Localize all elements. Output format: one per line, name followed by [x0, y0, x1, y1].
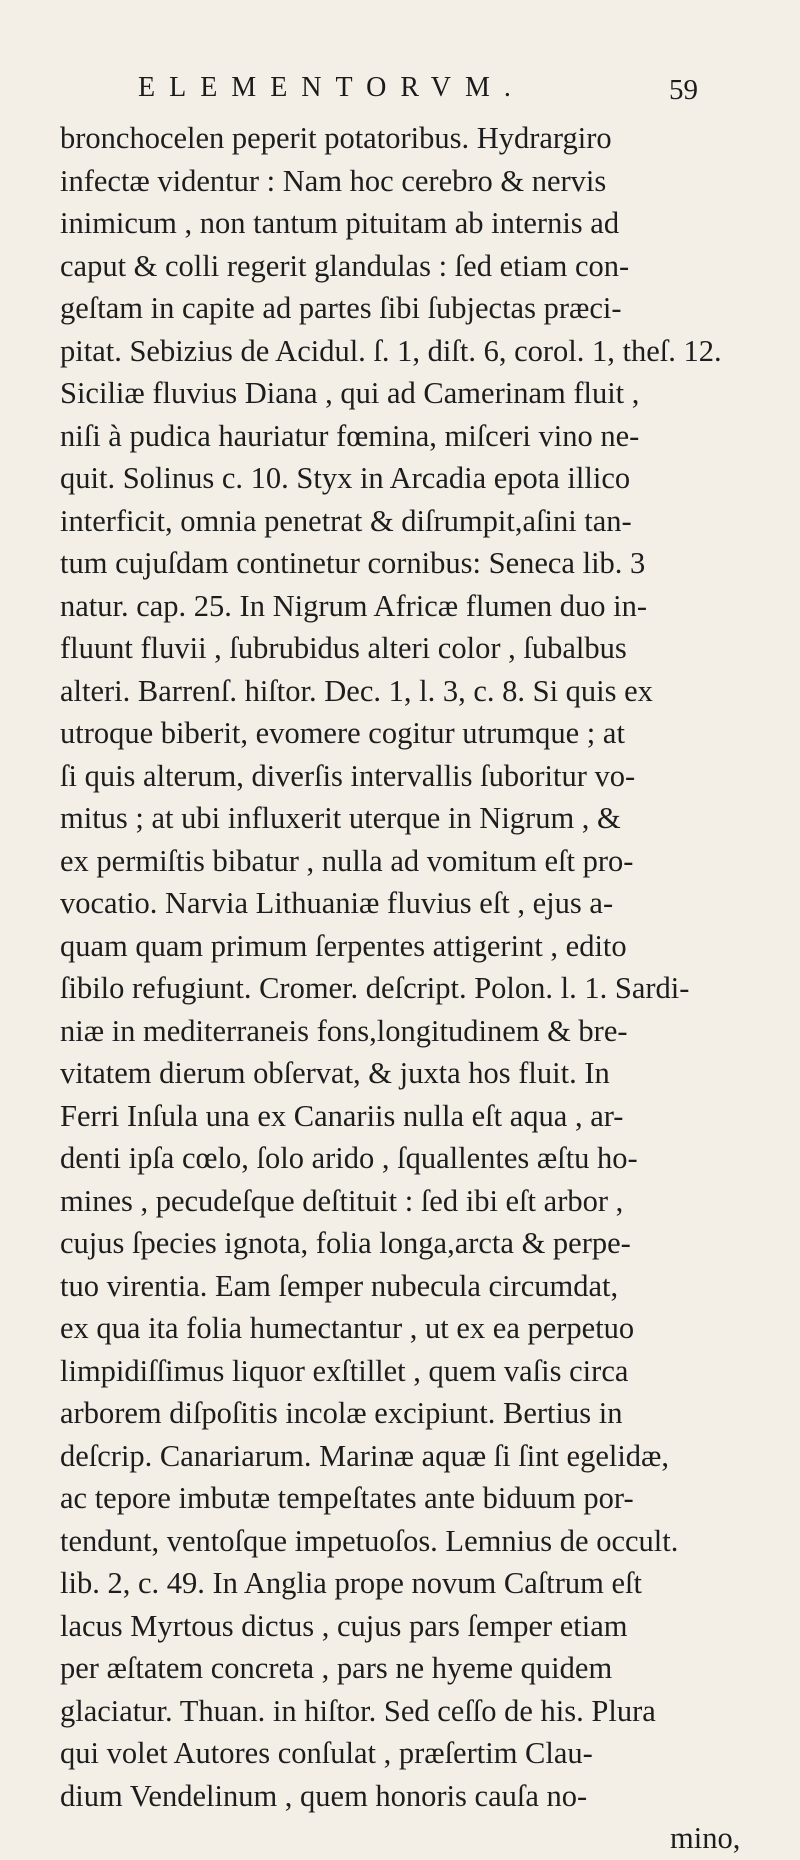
text-line: vitatem dierum obſervat, & juxta hos fluit. In [60, 1056, 610, 1090]
text-line: mines , pecudeſque deſtituit : ſed ibi eſt arbor , [60, 1183, 624, 1218]
text-line: caput & colli regerit glandulas : ſed etiam con- [60, 248, 630, 283]
text-line: Ferri Inſula una ex Canariis nulla eſt aqua , ar- [60, 1098, 624, 1133]
text-line: lib. 2, c. 49. In Anglia prope novum Caſtrum eſt [60, 1566, 642, 1600]
text-line: Siciliæ fluvius Diana , qui ad Camerinam fluit , [60, 376, 640, 410]
text-line: infectæ videntur : Nam hoc cerebro & nervis [60, 163, 607, 198]
body-text [60, 117, 740, 1855]
text-line: arborem diſpoſitis incolæ excipiunt. Bertius in [60, 1396, 623, 1430]
text-line: ſibilo refugiunt. Cromer. deſcript. Polon. l. 1. Sardi- [60, 971, 690, 1005]
text-line: lacus Myrtous dictus , cujus pars ſemper etiam [60, 1608, 628, 1643]
page-number: 59 [669, 74, 698, 106]
text-line: cujus ſpecies ignota, folia longa,arcta & perpe- [60, 1226, 631, 1260]
text-line: glaciatur. Thuan. in hiſtor. Sed ceſſo de his. Plura [60, 1693, 656, 1728]
text-line: ſi quis alterum, diverſis intervallis ſuboritur vo- [60, 758, 636, 793]
text-line: ac tepore imbutæ tempeſtates ante biduum por- [60, 1481, 634, 1515]
text-line: denti ipſa cœlo, ſolo arido , ſquallentes æſtu ho- [60, 1141, 638, 1175]
text-line: deſcrip. Canariarum. Marinæ aquæ ſi ſint egelidæ, [60, 1438, 670, 1473]
text-line: tuo virentia. Eam ſemper nubecula circumdat, [60, 1268, 619, 1303]
text-line: pitat. Sebizius de Acidul. ſ. 1, diſt. 6, corol. 1, theſ. 12. [60, 333, 722, 368]
text-line: mino, [670, 1821, 740, 1855]
text-line: mitus ; at ubi influxerit uterque in Nigrum , & [60, 801, 621, 835]
text-line: ex permiſtis bibatur , nulla ad vomitum eſt pro- [60, 843, 634, 878]
text-line: quam quam primum ſerpentes attigerint , edito [60, 928, 627, 963]
page-header [138, 72, 698, 116]
text-line: per æſtatem concreta , pars ne hyeme quidem [60, 1651, 613, 1685]
text-line: geſtam in capite ad partes ſibi ſubjectas præci- [60, 291, 622, 325]
text-line: natur. cap. 25. In Nigrum Africæ flumen duo in- [60, 588, 648, 623]
text-line: alteri. Barrenſ. hiſtor. Dec. 1, l. 3, c. 8. Si quis ex [60, 673, 653, 708]
text-line: qui volet Autores conſulat , præſertim Clau- [60, 1736, 593, 1770]
text-line: niæ in mediterraneis fons,longitudinem & bre- [60, 1013, 628, 1048]
text-line: niſi à pudica hauriatur fœmina, miſceri vino ne- [60, 418, 640, 453]
text-line: dium Vendelinum , quem honoris cauſa no- [60, 1778, 588, 1813]
running-head: ELEMENTORVM. [138, 72, 525, 103]
text-line: ex qua ita folia humectantur , ut ex ea perpetuo [60, 1311, 635, 1345]
text-line: tendunt, ventoſque impetuoſos. Lemnius de occult. [60, 1523, 679, 1558]
text-line: inimicum , non tantum pituitam ab internis ad [60, 206, 620, 240]
text-line: interficit, omnia penetrat & diſrumpit,aſini tan- [60, 503, 632, 538]
text-line: quit. Solinus c. 10. Styx in Arcadia epota illico [60, 461, 631, 495]
text-line: tum cujuſdam continetur cornibus: Seneca lib. 3 [60, 546, 646, 580]
text-line: utroque biberit, evomere cogitur utrumque ; at [60, 716, 625, 750]
text-line: bronchocelen peperit potatoribus. Hydrargiro [60, 121, 612, 155]
text-line: vocatio. Narvia Lithuaniæ fluvius eſt , ejus a- [60, 886, 614, 920]
text-line: fluunt fluvii , ſubrubidus alteri color , ſubalbus [60, 631, 627, 665]
text-line: limpidiſſimus liquor exſtillet , quem vaſis circa [60, 1353, 629, 1388]
